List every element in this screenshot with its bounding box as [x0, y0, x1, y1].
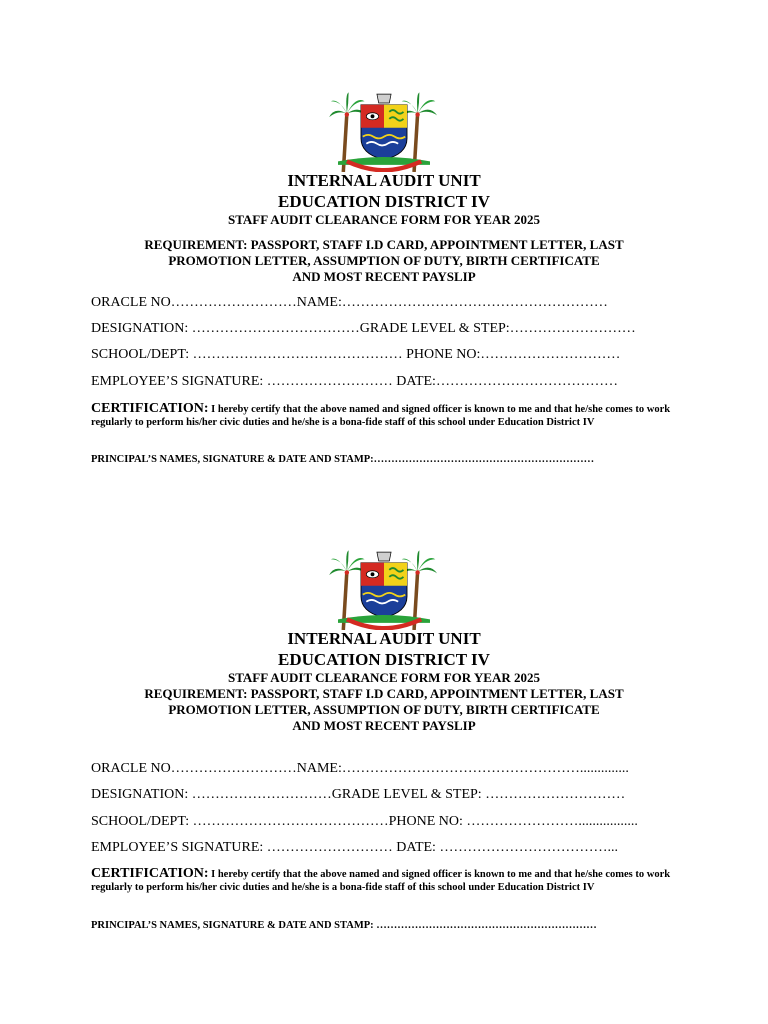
certification-label: CERTIFICATION:	[91, 401, 209, 416]
audit-form-1	[0, 80, 768, 465]
certification-block	[91, 402, 681, 429]
designation-grade-field[interactable]: DESIGNATION: ………………………………GRADE LEVEL & STEP:………………………	[91, 321, 636, 336]
certification-text: I hereby certify that the above named and signed officer is known to me and that he/she comes to work regularly to perform his/her civic duties and he/she is a bona-fide staff of this school under Education District IV	[91, 869, 671, 893]
designation-grade-field[interactable]: DESIGNATION: …………………………GRADE LEVEL & STEP: …………………………	[91, 787, 626, 802]
unit-title: INTERNAL AUDIT UNIT	[287, 629, 481, 648]
principal-signature-field[interactable]: PRINCIPAL’S NAMES, SIGNATURE & DATE AND STAMP: ………………………………………………………	[91, 920, 597, 931]
unit-title: INTERNAL AUDIT UNIT	[287, 171, 481, 190]
certification-text: I hereby certify that the above named and signed officer is known to me and that he/she comes to work regularly to perform his/her civic duties and he/she is a bona-fide staff of this school under Education District IV	[91, 404, 671, 428]
school-phone-field[interactable]: SCHOOL/DEPT: ……………………………………… PHONE NO:…………………………	[91, 347, 621, 362]
certification-block	[91, 867, 681, 894]
signature-date-field[interactable]: EMPLOYEE’S SIGNATURE: ……………………… DATE: ………………………………...	[91, 840, 618, 855]
state-crest-logo	[324, 538, 444, 630]
requirement-line-2: PROMOTION LETTER, ASSUMPTION OF DUTY, BIRTH CERTIFICATE	[168, 253, 600, 268]
oracle-name-field[interactable]: ORACLE NO………………………NAME:…………………………………………………	[91, 295, 608, 310]
requirement-line-3: AND MOST RECENT PAYSLIP	[292, 718, 476, 733]
requirement-line-1: REQUIREMENT: PASSPORT, STAFF I.D CARD, APPOINTMENT LETTER, LAST	[144, 686, 624, 701]
school-phone-field[interactable]: SCHOOL/DEPT: ……………………………………PHONE NO: …………………….................	[91, 814, 638, 829]
requirement-line-3: AND MOST RECENT PAYSLIP	[292, 269, 476, 284]
state-crest-logo	[324, 80, 444, 172]
form-title: STAFF AUDIT CLEARANCE FORM FOR YEAR 2025	[227, 212, 540, 227]
principal-signature-field[interactable]: PRINCIPAL’S NAMES, SIGNATURE & DATE AND STAMP:………………………………………………………	[91, 454, 595, 465]
district-title: EDUCATION DISTRICT IV	[278, 192, 490, 211]
oracle-name-field[interactable]: ORACLE NO………………………NAME:……………………………………………..............	[91, 761, 629, 776]
form-title: STAFF AUDIT CLEARANCE FORM FOR YEAR 2025	[227, 670, 540, 685]
requirement-line-2: PROMOTION LETTER, ASSUMPTION OF DUTY, BIRTH CERTIFICATE	[168, 702, 600, 717]
certification-label: CERTIFICATION:	[91, 866, 209, 881]
signature-date-field[interactable]: EMPLOYEE’S SIGNATURE: ……………………… DATE:…………………………………	[91, 374, 618, 389]
audit-form-2	[0, 538, 768, 931]
district-title: EDUCATION DISTRICT IV	[278, 650, 490, 669]
requirement-line-1: REQUIREMENT: PASSPORT, STAFF I.D CARD, APPOINTMENT LETTER, LAST	[144, 237, 624, 252]
